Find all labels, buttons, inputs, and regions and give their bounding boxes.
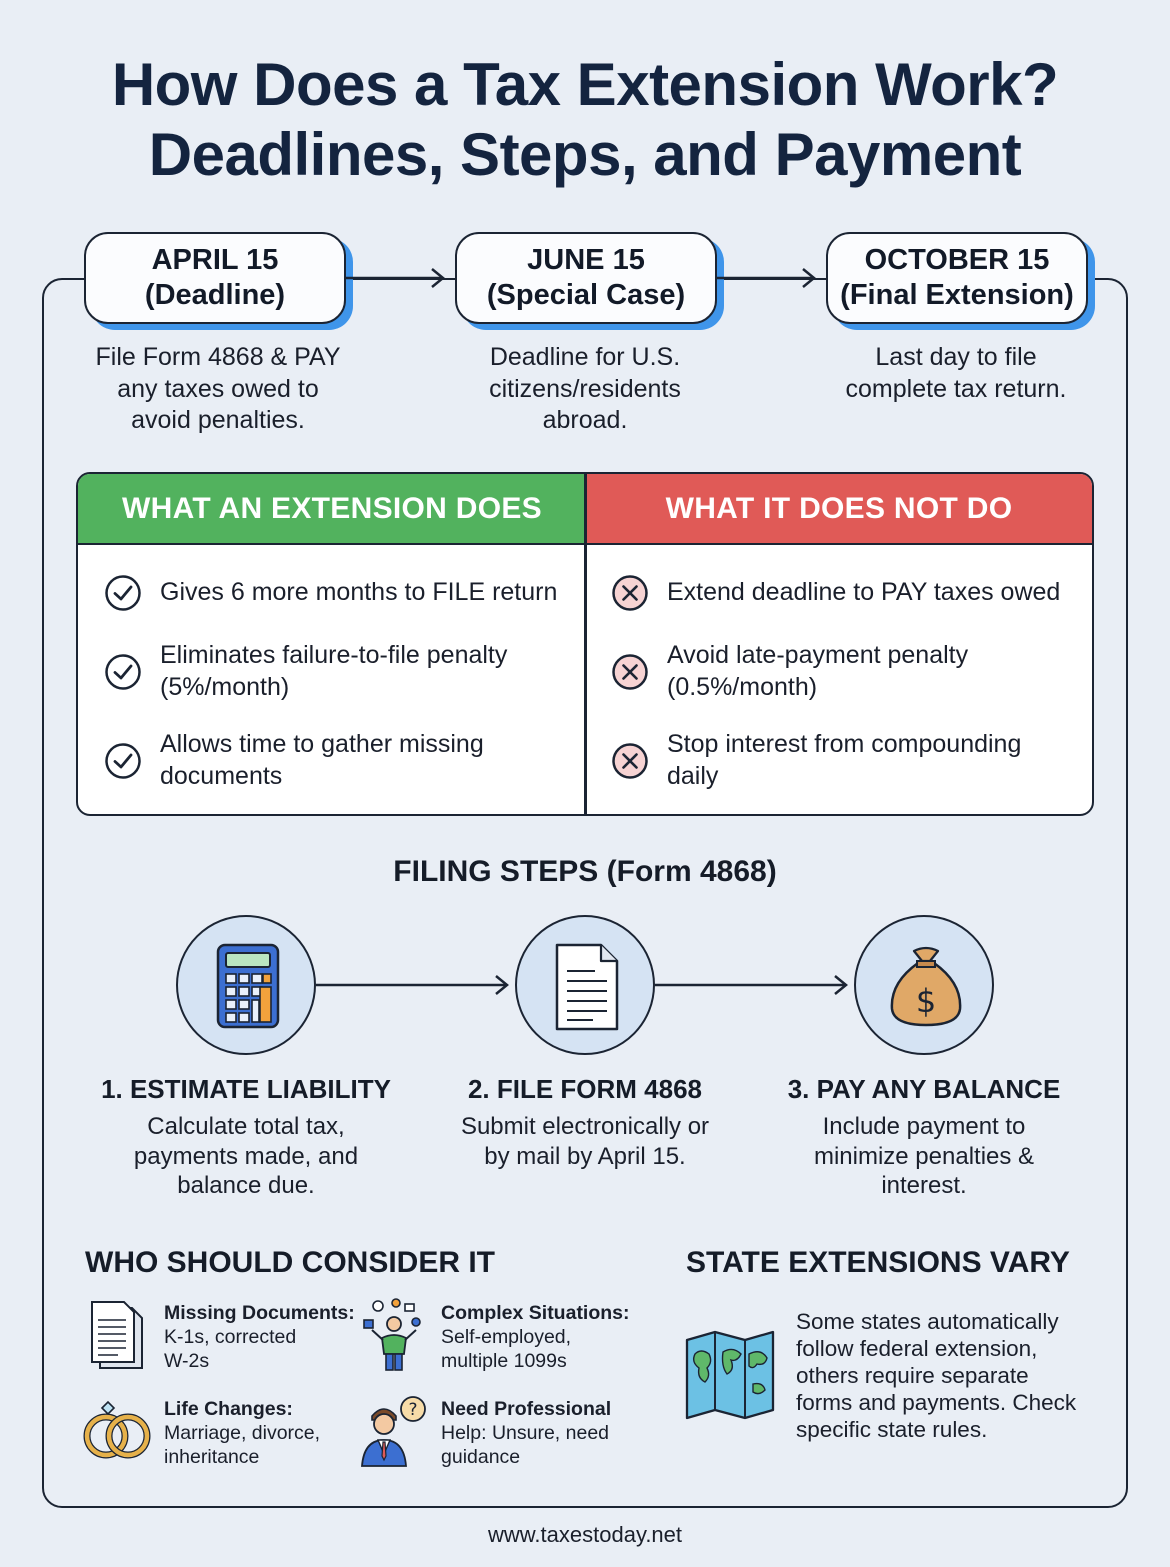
state-text [796,1308,1096,1443]
desc-line: Submit electronically or [460,1113,710,1140]
desc-line: balance due. [177,1172,315,1199]
timeline-april-box [84,232,346,324]
who-item-heading: Complex Situations: [441,1302,630,1324]
footer-url: www.taxestoday.net [487,1522,683,1547]
item-text: daily [667,761,719,790]
does-item [104,574,557,612]
question-person-icon [358,1394,430,1468]
x-circle-icon [611,742,649,780]
who-item-life-changes [164,1397,364,1469]
desc-line: File Form 4868 & PAY [95,343,341,371]
svg-text:?: ? [408,1400,418,1420]
title-line-2: Deadlines, Steps, and Payment [148,121,1022,188]
check-circle-icon [104,653,142,691]
x-circle-icon [611,653,649,691]
does-not-item [611,640,968,703]
does-header: WHAT AN EXTENSION DOES [78,474,586,545]
desc-line: Include payment to [822,1113,1026,1140]
state-text-line: others require separate [796,1363,1029,1388]
desc-line: abroad. [542,406,628,434]
timeline-april-desc [68,342,368,437]
who-item-line: guidance [441,1446,521,1468]
who-item-complex-situations [441,1301,641,1373]
timeline-date: APRIL 15 [151,244,279,276]
who-item-heading: Missing Documents: [164,1302,355,1324]
who-item-line: Marriage, divorce, [164,1422,321,1444]
desc-line: minimize penalties & [813,1142,1035,1170]
who-item-heading: Need Professional [441,1398,612,1420]
desc-line: Deadline for U.S. [489,343,681,371]
desc-line: citizens/residents [489,374,681,403]
page-title [0,50,1170,190]
check-circle-icon [104,742,142,780]
timeline-date: OCTOBER 15 [864,244,1050,276]
state-text-line: Some states automatically [796,1309,1059,1334]
does-item [104,729,484,792]
timeline-october-box [826,232,1088,324]
timeline-label: (Deadline) [144,279,286,311]
item-text: documents [160,761,283,790]
timeline-arrow-1 [344,266,448,290]
svg-text:$: $ [915,982,937,1020]
document-icon [517,917,657,1057]
desc-line: Calculate total tax, [147,1113,345,1140]
item-text: Eliminates failure-to-file penalty [160,641,508,669]
desc-line: interest. [881,1172,967,1199]
desc-line: any taxes owed to [117,374,319,403]
item-text: Extend deadline to PAY taxes owed [667,578,1061,607]
step-arrow-2 [655,973,853,997]
timeline-label: (Final Extension) [840,279,1074,311]
x-circle-icon [611,574,649,612]
money-bag-icon [856,917,996,1057]
item-text: Allows time to gather missing [160,730,484,758]
step-1-title: 1. ESTIMATE LIABILITY [101,1074,391,1104]
item-text: Avoid late-payment penalty [667,641,969,669]
step-1-desc [76,1112,416,1201]
who-title: WHO SHOULD CONSIDER IT [85,1246,495,1279]
who-item-line: inheritance [164,1446,260,1468]
who-item-line: K-1s, corrected [164,1326,297,1348]
item-text: (0.5%/month) [667,672,818,701]
step-3-desc [754,1112,1094,1201]
juggling-person-icon [358,1298,430,1372]
state-text-line: follow federal extension, [796,1336,1038,1361]
does-not-item [611,574,1060,612]
state-title: STATE EXTENSIONS VARY [686,1246,1070,1279]
documents-icon [86,1300,150,1372]
item-text: Gives 6 more months to FILE return [160,578,558,607]
column-divider [584,474,587,816]
who-item-line: Help: Unsure, need [441,1422,610,1444]
step-2-circle [515,915,655,1055]
map-icon [683,1330,777,1420]
desc-line: avoid penalties. [131,406,305,434]
does-not-item [611,729,1021,792]
who-item-missing-documents [164,1301,364,1373]
timeline-arrow-2 [715,266,819,290]
state-text-line: specific state rules. [796,1417,988,1442]
step-3-circle [854,915,994,1055]
does-not-header: WHAT IT DOES NOT DO [586,474,1092,545]
timeline-label: (Special Case) [486,279,686,311]
state-text-line: forms and payments. Check [796,1390,1077,1415]
step-2-desc [415,1112,755,1171]
who-item-line: Self-employed, [441,1326,572,1348]
step-1-circle [176,915,316,1055]
desc-line: by mail by April 15. [484,1142,686,1170]
who-item-need-professional [441,1397,641,1469]
calculator-icon [178,917,318,1057]
does-item [104,640,507,703]
filing-steps-title: FILING STEPS (Form 4868) [393,855,777,888]
extension-comparison-table [76,472,1094,816]
step-3-title: 3. PAY ANY BALANCE [787,1074,1061,1104]
desc-line: complete tax return. [845,374,1067,403]
timeline-june-desc [435,342,735,437]
wedding-rings-icon [82,1400,154,1462]
timeline-june-box [455,232,717,324]
desc-line: payments made, and [133,1142,359,1170]
item-text: (5%/month) [160,672,290,701]
step-arrow-1 [316,973,514,997]
timeline-date: JUNE 15 [527,244,645,276]
desc-line: Last day to file [875,343,1037,371]
who-item-line: multiple 1099s [441,1350,567,1372]
step-2-title: 2. FILE FORM 4868 [467,1074,703,1104]
item-text: Stop interest from compounding [667,730,1022,758]
title-line-1: How Does a Tax Extension Work? [111,51,1059,118]
check-circle-icon [104,574,142,612]
who-item-line: W-2s [164,1350,210,1372]
who-item-heading: Life Changes: [164,1398,293,1420]
timeline-october-desc [806,342,1106,405]
